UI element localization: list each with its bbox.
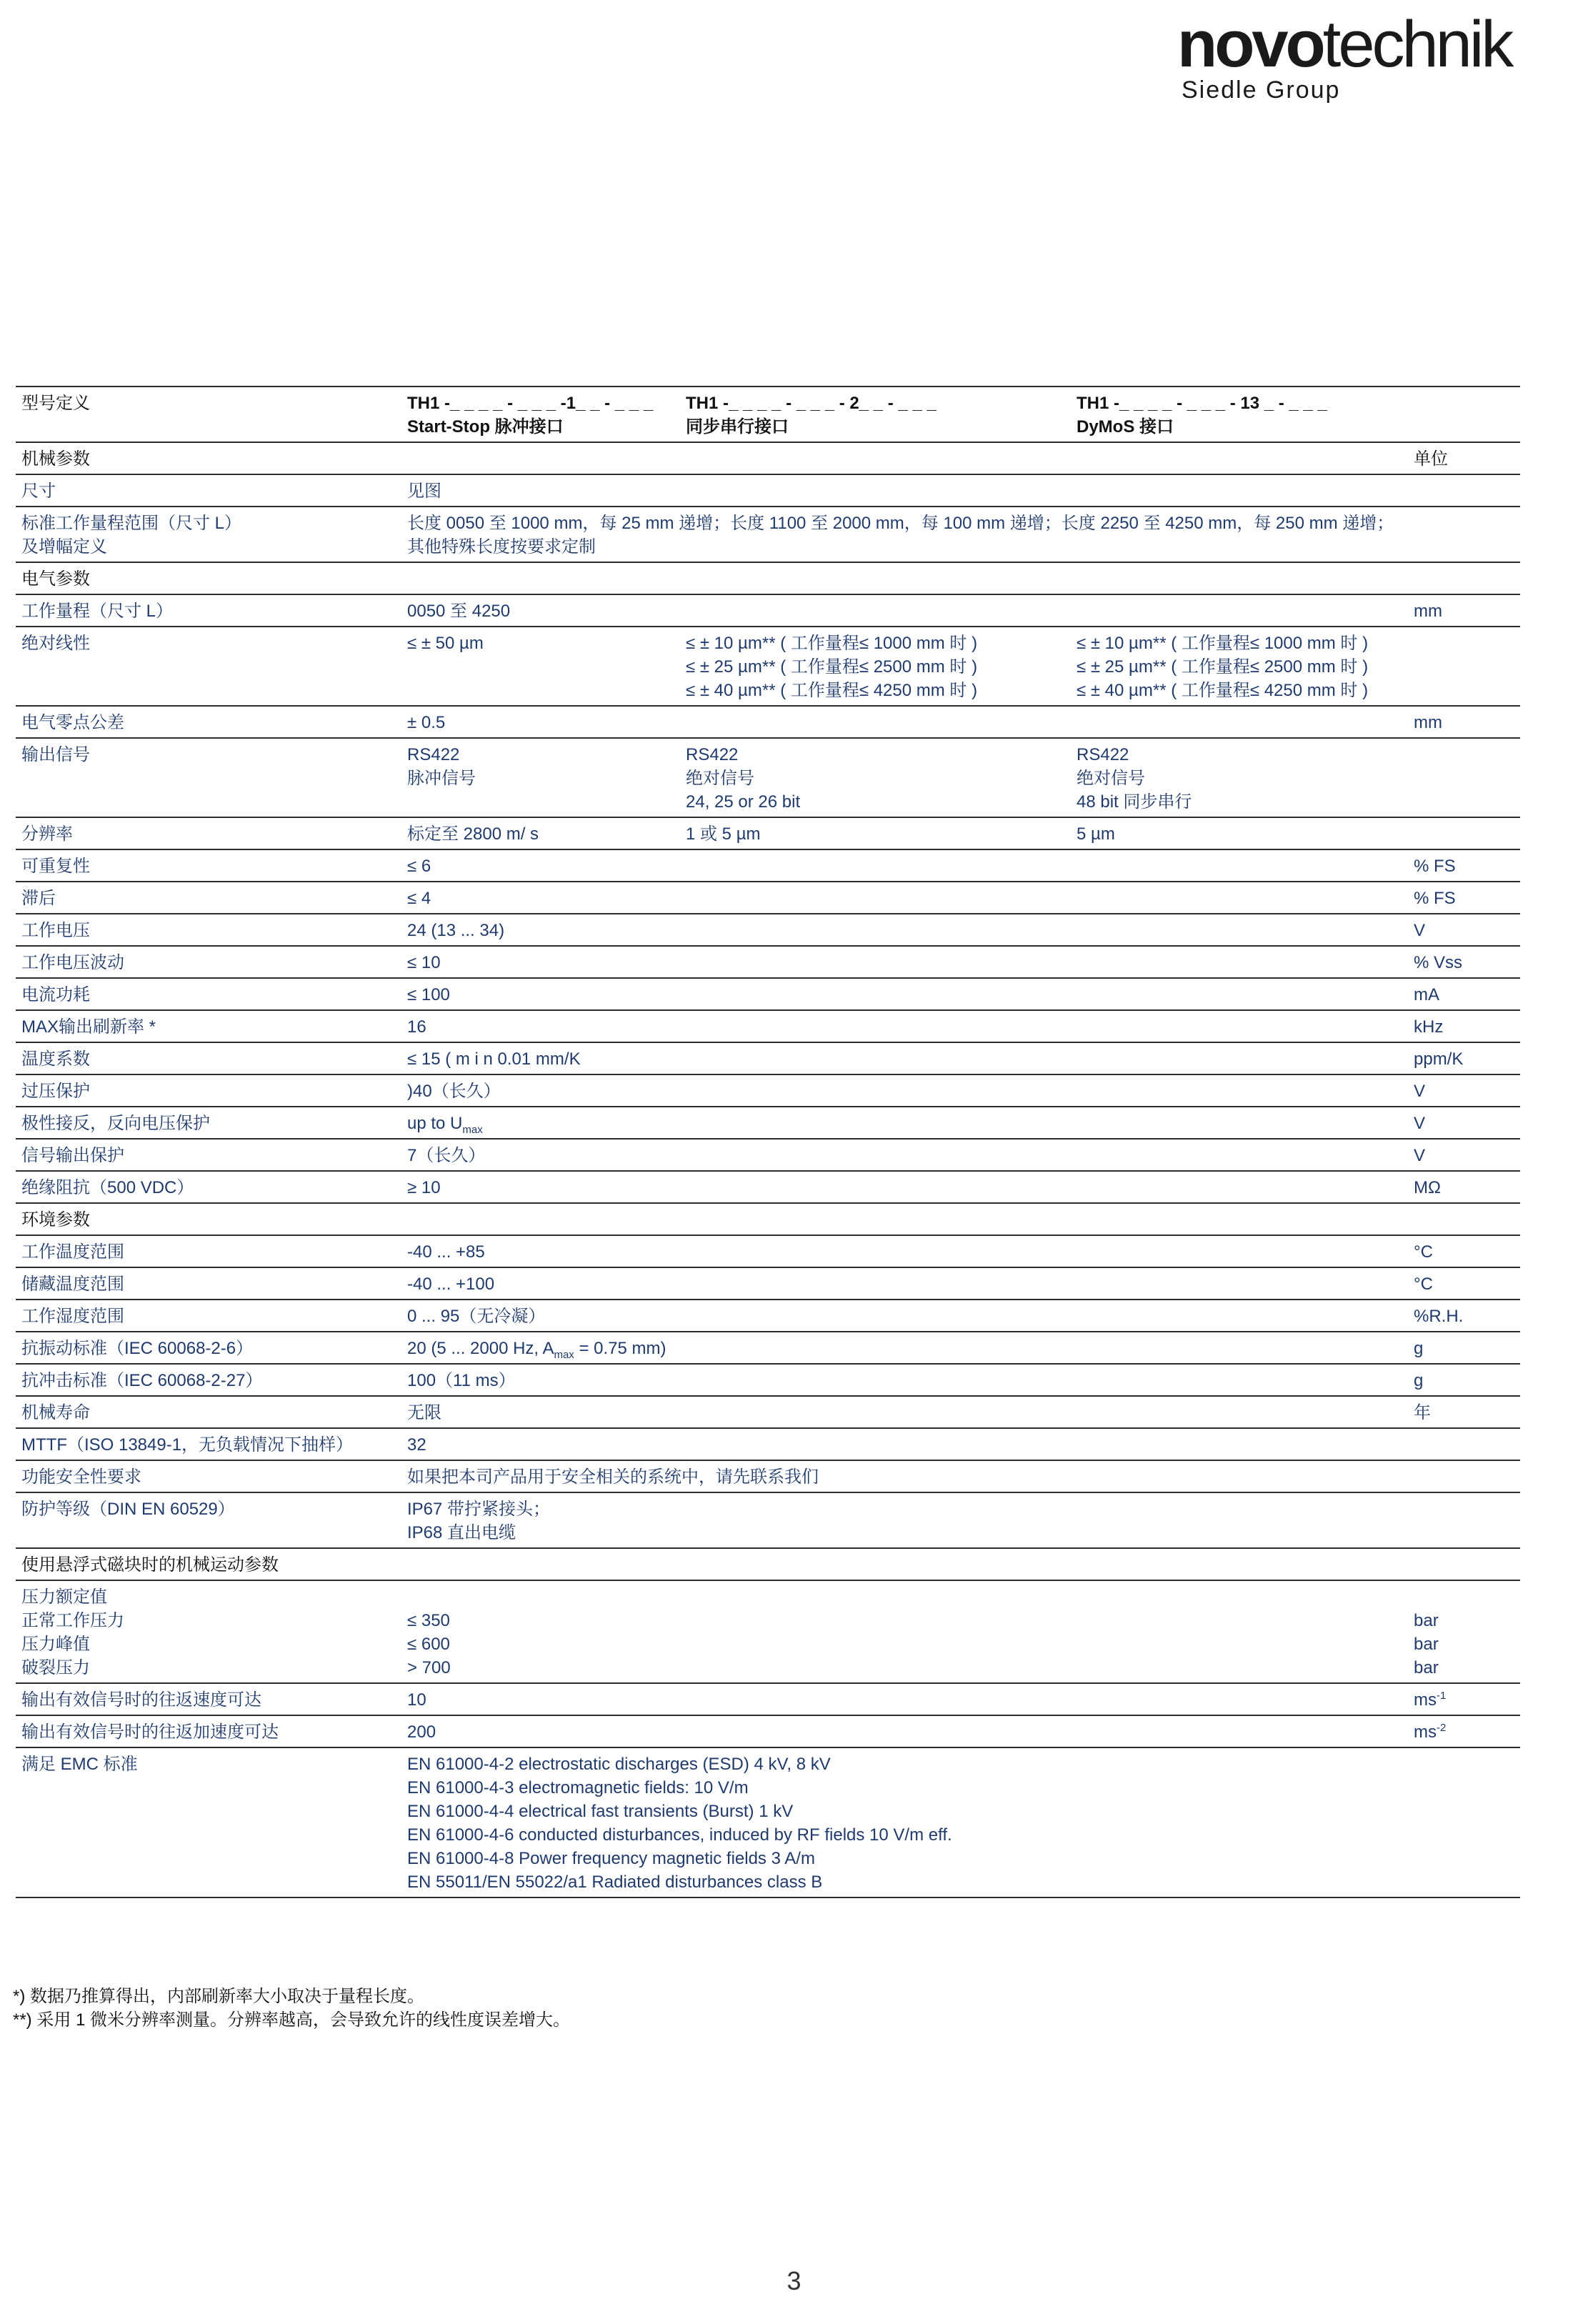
row-unit: kHz	[1408, 1010, 1520, 1042]
row-label: 标准工作量程范围（尺寸 L） 及增幅定义	[16, 507, 401, 562]
table-row	[16, 1235, 1520, 1267]
row-label: 分辨率	[16, 817, 401, 849]
table-row	[16, 1580, 1520, 1683]
footnote-update-rate: *) 数据乃推算得出，内部刷新率大小取决于量程长度。	[13, 1987, 424, 2006]
row-value: 10	[401, 1683, 1408, 1715]
row-unit: $ms^{-1}$	[1408, 1683, 1520, 1715]
row-value: IP67 带拧紧接头； IP68 直出电缆	[401, 1492, 1408, 1548]
logo-wordmark	[1177, 10, 1549, 79]
row-label: 尺寸	[16, 474, 401, 507]
section-row-floating-magnet	[16, 1548, 1520, 1580]
table-row	[16, 817, 1520, 849]
row-value: ≤ ± 10 µm** ( 工作量程≤ 1000 mm 时 ) ≤ ± 25 µm** ( 工作量程≤ 2500 mm 时 ) ≤ ± 40 µm** ( 工作量程≤ 4250 mm 时 )	[1071, 627, 1408, 706]
row-value: -40 ... +85	[401, 1235, 1408, 1267]
row-value: 200	[401, 1715, 1408, 1747]
row-label: 输出有效信号时的往返加速度可达	[16, 1715, 401, 1747]
row-unit: V	[1408, 1074, 1520, 1107]
row-value: ≤ ± 50 µm	[401, 627, 680, 706]
row-value: RS422 绝对信号 24, 25 or 26 bit	[680, 738, 1071, 817]
logo-subtitle: Siedle Group	[1182, 76, 1341, 104]
table-row	[16, 1300, 1520, 1332]
row-value: 24 (13 ... 34)	[401, 914, 1408, 946]
header-dymos: TH1 -_ _ _ _ - _ _ _ - 13 _ - _ _ _ DyMoS 接口	[1071, 386, 1408, 442]
table-row	[16, 1042, 1520, 1074]
section-label: 电气参数	[16, 562, 401, 594]
section-label: 使用悬浮式磁块时的机械运动参数	[16, 1548, 401, 1580]
page-number: 3	[786, 2266, 802, 2295]
row-value: 标定至 2800 m/ s	[401, 817, 680, 849]
row-label: MTTF（ISO 13849-1，无负载情况下抽样）	[16, 1428, 401, 1460]
row-value: 无限	[401, 1396, 1408, 1428]
row-value: ≤ 100	[401, 978, 1408, 1010]
header-ssi: TH1 -_ _ _ _ - _ _ _ - 2_ _ - _ _ _ 同步串行接口	[680, 386, 1071, 442]
row-value: 32	[401, 1428, 1408, 1460]
row-label: 电气零点公差	[16, 706, 401, 738]
row-label: 滞后	[16, 882, 401, 914]
row-label: 机械寿命	[16, 1396, 401, 1428]
row-value: ≤ 350 ≤ 600 > 700	[401, 1580, 1408, 1683]
spec-table	[16, 386, 1520, 1898]
row-value: 1 或 5 µm	[680, 817, 1071, 849]
row-unit: %R.H.	[1408, 1300, 1520, 1332]
row-value: EN 61000-4-2 electrostatic discharges (ESD) 4 kV, 8 kV EN 61000-4-3 electromagnetic fields: 10 V/m EN 61000-4-4 electrical fast transients (Burst) 1 kV EN 61000-4-6 conducted disturbances, induced by RF fields 10 V/m eff. EN 61000-4-8 Power frequency magnetic fields 3 A/m EN 55011/EN 55022/a1 Radiated disturbances class B	[401, 1747, 1408, 1897]
row-value: ≤ 6	[401, 849, 1408, 882]
table-row	[16, 849, 1520, 882]
row-label: 绝对线性	[16, 627, 401, 706]
table-row	[16, 914, 1520, 946]
row-value: ± 0.5	[401, 706, 1408, 738]
row-unit: mm	[1408, 594, 1520, 627]
row-label: 抗冲击标准（IEC 60068-2-27）	[16, 1364, 401, 1396]
table-row	[16, 1332, 1520, 1364]
row-unit: V	[1408, 1107, 1520, 1139]
row-unit: % FS	[1408, 882, 1520, 914]
row-unit: % FS	[1408, 849, 1520, 882]
table-row	[16, 1010, 1520, 1042]
row-label: MAX输出刷新率 *	[16, 1010, 401, 1042]
table-row	[16, 1171, 1520, 1203]
row-value: 0 ... 95（无冷凝）	[401, 1300, 1408, 1332]
table-row	[16, 1139, 1520, 1171]
row-label: 功能安全性要求	[16, 1460, 401, 1492]
row-value: ≤ 15 ( m i n 0.01 mm/K	[401, 1042, 1408, 1074]
row-label: 工作温度范围	[16, 1235, 401, 1267]
row-unit: °C	[1408, 1267, 1520, 1300]
row-value: up to $U_{max}$	[401, 1107, 1408, 1139]
section-label: 机械参数	[16, 442, 401, 474]
row-value: 见图	[401, 474, 1408, 507]
row-label: 抗振动标准（IEC 60068-2-6）	[16, 1332, 401, 1364]
row-label: 过压保护	[16, 1074, 401, 1107]
table-row	[16, 1747, 1520, 1897]
row-value: ≤ 10	[401, 946, 1408, 978]
row-label: 输出有效信号时的往返速度可达	[16, 1683, 401, 1715]
row-value: 如果把本司产品用于安全相关的系统中，请先联系我们	[401, 1460, 1408, 1492]
table-row	[16, 1107, 1520, 1139]
header-label: 型号定义	[16, 386, 401, 442]
logo-brand-bold: novo	[1177, 8, 1323, 81]
table-row	[16, 1428, 1520, 1460]
table-row	[16, 882, 1520, 914]
section-label: 环境参数	[16, 1203, 401, 1235]
row-unit: V	[1408, 914, 1520, 946]
section-row-mechanical	[16, 442, 1520, 474]
row-label: 极性接反，反向电压保护	[16, 1107, 401, 1139]
table-row	[16, 1460, 1520, 1492]
table-row	[16, 507, 1520, 562]
footnote-resolution: **) 采用 1 微米分辨率测量。分辨率越高，会导致允许的线性度误差增大。	[13, 2010, 571, 2030]
table-row	[16, 706, 1520, 738]
table-row	[16, 1364, 1520, 1396]
row-value: ≤ ± 10 µm** ( 工作量程≤ 1000 mm 时 ) ≤ ± 25 µm** ( 工作量程≤ 2500 mm 时 ) ≤ ± 40 µm** ( 工作量程≤ 4250 mm 时 )	[680, 627, 1071, 706]
row-value: )40（长久）	[401, 1074, 1408, 1107]
row-unit: $ms^{-2}$	[1408, 1715, 1520, 1747]
row-value: 0050 至 4250	[401, 594, 1408, 627]
header-unit	[1408, 386, 1520, 442]
row-label: 绝缘阻抗（500 VDC）	[16, 1171, 401, 1203]
row-unit: mm	[1408, 706, 1520, 738]
section-row-environment	[16, 1203, 1520, 1235]
row-label: 工作量程（尺寸 L）	[16, 594, 401, 627]
row-value: ≤ 4	[401, 882, 1408, 914]
table-row	[16, 1396, 1520, 1428]
table-row	[16, 738, 1520, 817]
footnotes	[13, 1985, 570, 2032]
row-label: 可重复性	[16, 849, 401, 882]
row-value: 100（11 ms）	[401, 1364, 1408, 1396]
table-header-row	[16, 386, 1520, 442]
row-value: ≥ 10	[401, 1171, 1408, 1203]
row-label: 防护等级（DIN EN 60529）	[16, 1492, 401, 1548]
table-row	[16, 946, 1520, 978]
row-label: 储藏温度范围	[16, 1267, 401, 1300]
row-value: 7（长久）	[401, 1139, 1408, 1171]
row-unit: g	[1408, 1332, 1520, 1364]
table-row	[16, 1715, 1520, 1747]
row-label: 工作湿度范围	[16, 1300, 401, 1332]
row-label: 电流功耗	[16, 978, 401, 1010]
unit-header: 单位	[1408, 442, 1520, 474]
table-row	[16, 1492, 1520, 1548]
section-row-electrical	[16, 562, 1520, 594]
row-unit: % Vss	[1408, 946, 1520, 978]
row-value: RS422 脉冲信号	[401, 738, 680, 817]
row-label: 输出信号	[16, 738, 401, 817]
novotechnik-logo	[1177, 10, 1549, 104]
row-value: 5 µm	[1071, 817, 1408, 849]
row-label: 工作电压	[16, 914, 401, 946]
table-row	[16, 1267, 1520, 1300]
row-label: 压力额定值 正常工作压力 压力峰值 破裂压力	[16, 1580, 401, 1683]
row-label: 工作电压波动	[16, 946, 401, 978]
row-value: -40 ... +100	[401, 1267, 1408, 1300]
row-value: 20 (5 ... 2000 Hz, $A_{max} = 0.75$ mm)	[401, 1332, 1408, 1364]
row-unit: °C	[1408, 1235, 1520, 1267]
header-start-stop: TH1 -_ _ _ _ - _ _ _ -1_ _ - _ _ _ Start-Stop 脉冲接口	[401, 386, 680, 442]
row-unit: V	[1408, 1139, 1520, 1171]
row-label: 温度系数	[16, 1042, 401, 1074]
row-value: 16	[401, 1010, 1408, 1042]
table-row	[16, 1683, 1520, 1715]
row-unit: ppm/K	[1408, 1042, 1520, 1074]
row-label: 满足 EMC 标准	[16, 1747, 401, 1897]
logo-brand-light: technik	[1322, 8, 1512, 81]
table-row	[16, 627, 1520, 706]
row-unit: g	[1408, 1364, 1520, 1396]
table-row	[16, 594, 1520, 627]
row-unit: bar bar bar	[1408, 1580, 1520, 1683]
row-unit: 年	[1408, 1396, 1520, 1428]
row-label: 信号输出保护	[16, 1139, 401, 1171]
row-value: 长度 0050 至 1000 mm，每 25 mm 递增；长度 1100 至 2000 mm，每 100 mm 递增；长度 2250 至 4250 mm，每 250 mm 递增； 其他特殊长度按要求定制	[401, 507, 1520, 562]
row-unit: MΩ	[1408, 1171, 1520, 1203]
table-row	[16, 978, 1520, 1010]
table-row	[16, 1074, 1520, 1107]
row-value: RS422 绝对信号 48 bit 同步串行	[1071, 738, 1408, 817]
table-row	[16, 474, 1520, 507]
row-unit: mA	[1408, 978, 1520, 1010]
